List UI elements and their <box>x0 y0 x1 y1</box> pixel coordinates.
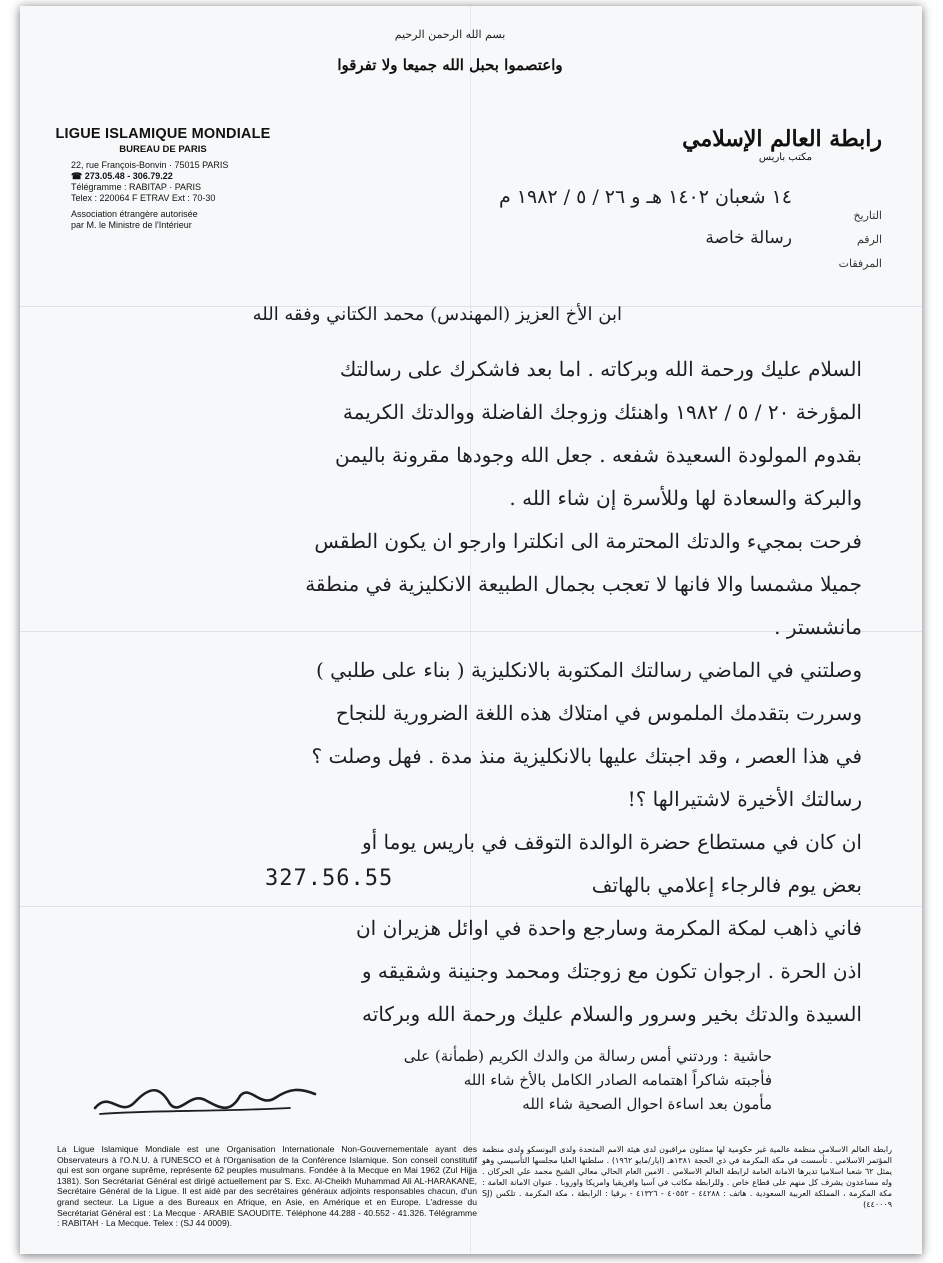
telex: Telex : 220064 F ETRAV Ext : 70-30 <box>71 193 216 203</box>
handwritten-phone-number: 327.56.55 <box>265 866 394 891</box>
letter-body <box>50 348 862 1036</box>
association-line: par M. le Ministre de l'Intérieur <box>71 220 192 230</box>
telegram: Télégramme : RABITAP · PARIS <box>71 182 202 192</box>
footer-arabic: رابطة العالم الاسلامي منظمة عالمية غير حكومية لها ممثلون مراقبون لدى هيئة الامم المتحدة ولدى اليونسكو ولدى منظمة المؤتمر الاسلامي . تأسست في مكة المكرمة في ذي الحجة ١٣٨١هـ (ايار/مايو ١٩٦٢) . سلطتها العليا مجلسها التأسيسي وهو يمثل ٦٢ شعبا اسلاميا تديرها الامانة العامة لرابطة العالم الاسلامي . الامين العام الحالي معالي الشيخ محمد علي الحركان . وله مساعدون يشرف كل منهم على قطاع خاص . وللرابطة مكاتب في آسيا وافريقيا وامريكا واوروبا . عنوان الامانة العامة : مكة المكرمة ، المملكة العربية السعودية . هاتف : ٤٤٢٨٨ - ٤٠٥٥٢ - ٤١٣٢٦ - برقيا : الرابطة ، مكة المكرمة . تلكس (SJ ٤٤٠٠٠٩) <box>482 1145 892 1209</box>
postscript-line: مأمون بعد اساءة احوال الصحية شاء الله <box>522 1095 772 1113</box>
body-line: والبركة والسعادة لها وللأسرة إن شاء الله . <box>509 486 862 510</box>
association-line: Association étrangère autorisée <box>71 209 198 219</box>
body-line: فاني ذاهب لمكة المكرمة وسارجع واحدة في اوائل هزيران ان <box>355 916 862 940</box>
letter-subject: رسالة خاصة <box>705 228 792 248</box>
bureau-arabic: مكتب باريس <box>758 152 812 163</box>
body-line: مانشستر . <box>774 615 862 639</box>
body-line: رسالتك الأخيرة لاشتيرالها ؟! <box>627 787 862 811</box>
latin-letterhead <box>53 126 273 231</box>
label-attachments: المرفقات <box>838 257 882 270</box>
body-line: وسررت بتقدمك الملموس في امتلاك هذه اللغة الضرورية للنجاح <box>335 701 862 725</box>
letter-sheet <box>20 6 922 1254</box>
body-line: بقدوم المولودة السعيدة شفعه . جعل الله وجودها مقرونة باليمن <box>335 443 862 467</box>
bureau-latin: BUREAU DE PARIS <box>119 144 207 155</box>
salutation: ابن الأخ العزيز (المهندس) محمد الكتاني وفقه الله <box>252 304 622 325</box>
body-line: في هذا العصر ، وقد اجبتك عليها بالانكليزية منذ مدة . فهل وصلت ؟ <box>311 744 862 768</box>
body-line: بعض يوم فالرجاء إعلامي بالهاتف <box>591 873 862 897</box>
street-address: 22, rue François-Bonvin · 75015 PARIS <box>71 160 229 170</box>
signature <box>90 1078 320 1120</box>
postscript-line: حاشية : وردتني أمس رسالة من والدك الكريم (طمأنة) على <box>403 1047 772 1065</box>
meta-labels <box>812 204 882 276</box>
body-line: فرحت بمجيء والدتك المحترمة الى انكلترا وارجو ان يكون الطقس <box>314 529 862 553</box>
letter-date: ١٤ شعبان ١٤٠٢ هـ و ٢٦ / ٥ / ١٩٨٢ م <box>498 186 792 208</box>
body-line: السيدة والدتك بخير وسرور والسلام عليك ورحمة الله وبركاته <box>362 1002 862 1026</box>
label-date: التاريخ <box>853 209 882 222</box>
bismillah: بسم الله الرحمن الرحيم <box>394 28 506 41</box>
association-note <box>53 209 273 231</box>
postscript-line: فأجبته شاكراً اهتمامه الصادر الكامل بالأخ شاء الله <box>463 1071 772 1089</box>
body-line: السلام عليك ورحمة الله وبركاته . اما بعد فاشكرك على رسالتك <box>339 357 862 381</box>
footer-french: La Ligue Islamique Mondiale est une Organisation Internationale Non-Gouvernementale ayant des Observateurs à l'O.N.U. à l'UNESCO et à l'Organisation de la Conférence Islamique. Son conseil constitutif qui est son organe suprême, représente 62 peuples musulmans. Fondée à la Mecque en Mai 1962 (Zul Hijja 1381). Son Secrétariat Général est dirigé actuellement par S. Exc. Al-Cheikh Muhammad Ali AL-HARAKANE, Secrétaire Général de la Ligue. Il est aidé par des secrétaires généraux adjoints responsables chacun, d'un grand secteur. La Ligue a des Bureaux en Afrique, en Asie, en Amérique et en Europe. L'adresse du Secrétariat Général est : La Mecque · ARABIE SAOUDITE. Téléphone 44.288 - 40.552 - 41.326. Télégramme : RABITAH · La Mecque. Telex : (SJ 44 0009). <box>57 1144 477 1229</box>
body-line: وصلتني في الماضي رسالتك المكتوبة بالانكليزية ( بناء على طلبي ) <box>315 658 862 682</box>
label-ref: الرقم <box>856 233 882 246</box>
body-line: المؤرخة ٢٠ / ٥ / ١٩٨٢ واهنئك وزوجك الفاضلة ووالدتك الكريمة <box>342 400 862 424</box>
org-name-arabic: رابطة العالم الإسلامي <box>682 126 882 152</box>
phone-numbers: ☎ 273.05.48 - 306.79.22 <box>71 171 173 181</box>
quran-verse: واعتصموا بحبل الله جميعا ولا تفرقوا <box>337 56 563 74</box>
body-line: اذن الحرة . ارجوان تكون مع زوجتك ومحمد وجنينة وشقيقه و <box>361 959 862 983</box>
body-line: ان كان في مستطاع حضرة الوالدة التوقف في باريس يوما أو <box>361 830 862 854</box>
body-line: جميلا مشمسا والا فانها لا تعجب بجمال الطبيعة الانكليزية في منطقة <box>305 572 862 596</box>
arabic-letterhead <box>682 126 882 163</box>
org-name-latin: LIGUE ISLAMIQUE MONDIALE <box>55 126 271 142</box>
address-block <box>53 160 273 204</box>
